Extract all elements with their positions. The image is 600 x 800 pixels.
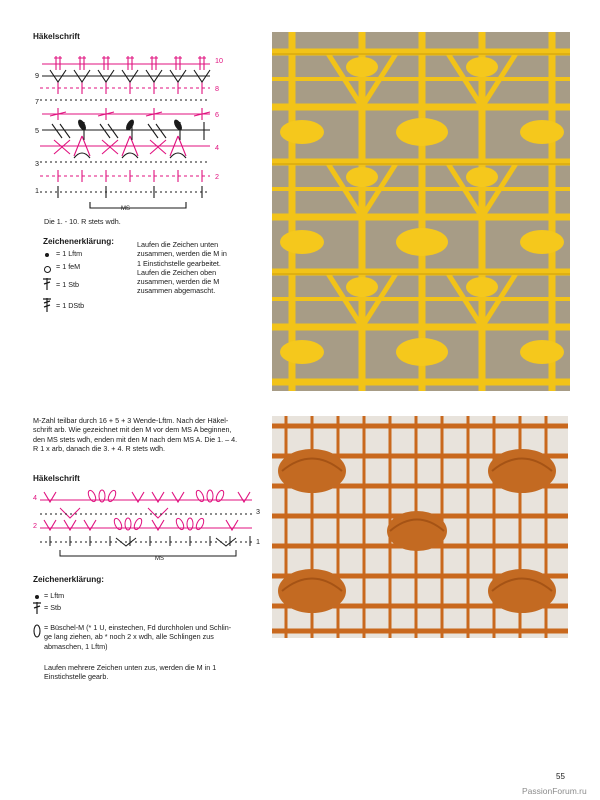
legend-note-1-line: Laufen die Zeichen unten [137,240,219,249]
repeat-label-1: MS [121,206,130,212]
bobble-line: = Büschel-M (* 1 U, einstechen, Fd durchholen und Schlin- [44,623,232,632]
bobble-line: ge lang ziehen, ab * noch 2 x wdh, alle Schlingen zus [44,632,214,642]
legend-note-1-line: Laufen die Zeichen oben [137,267,217,277]
legend-1-item-fem: = 1 feM [56,262,81,271]
legend-2-item-stb: = Stb [44,603,61,612]
row-label-2-4: 4 [33,493,37,502]
row-label-10: 10 [215,56,223,65]
open-dot-icon [44,266,51,273]
row-label-9: 9 [35,71,39,80]
chain-dot-icon [45,253,49,257]
row-label-7: 7 [35,97,39,106]
legend-note-1-line: zusammen, werden die M [137,277,220,287]
orange-crochet-photo [272,416,568,638]
row-label-2-2: 2 [33,521,37,530]
note-2-line: Laufen mehrere Zeichen unten zus, werden die M in 1 [44,663,217,672]
legend-note-1-line: 1 Einstichstelle gearbeitet. [137,258,221,268]
note-2-line: Einstichstelle gearb. [44,672,109,682]
legend-note-1 [137,240,272,296]
row-label-4: 4 [215,143,219,152]
row-label-2-3: 3 [256,507,260,516]
legend-note-1-line: zusammen, werden die M in [137,249,227,259]
row-label-5: 5 [35,126,39,135]
intro-line: M-Zahl teilbar durch 16 + 5 + 3 Wende-Lftm. Nach der Häkel- [33,416,229,425]
crochet-chart-2 [30,488,264,560]
stb-icon [42,277,52,296]
rows-note-1: Die 1. - 10. R stets wdh. [44,217,121,226]
row-label-2-1: 1 [256,537,260,546]
yellow-crochet-photo [272,32,570,391]
chart-title-1: Häkelschrift [33,32,80,41]
watermark: PassionForum.ru [522,786,587,796]
legend-1-item-dstb: = 1 DStb [56,301,85,310]
bobble-line: abmaschen, 1 Lftm) [44,641,108,651]
legend-1-item-lftm: = 1 Lftm [56,249,83,258]
row-label-6: 6 [215,110,219,119]
page-number: 55 [556,772,565,781]
legend-title-1: Zeichenerklärung: [43,237,114,246]
row-label-8: 8 [215,84,219,93]
chart-title-2: Häkelschrift [33,474,80,483]
dstb-icon [42,297,52,318]
row-label-1: 1 [35,186,39,195]
stb-icon [32,601,42,620]
row-label-3: 3 [35,159,39,168]
legend-title-2: Zeichenerklärung: [33,575,104,584]
legend-1-item-stb: = 1 Stb [56,280,79,289]
bobble-description [44,623,276,651]
legend-2-item-lftm: = Lftm [44,591,65,600]
intro-line: schrift arb. Wie gezeichnet mit den M vor dem MS A beginnen, [33,425,232,435]
chain-dot-icon [35,595,39,599]
legend-note-1-line: zusammen abgemascht. [137,286,216,296]
intro-line: R 1 x arb, danach die 3. + 4. R stets wdh. [33,443,166,453]
intro-text-2 [33,416,263,453]
note-2 [44,663,276,682]
bobble-icon [33,624,41,643]
crochet-chart-1 [30,50,240,215]
intro-line: den MS stets wdh, enden mit den M nach dem MS A. Die 1. – 4. [33,434,238,444]
row-label-2: 2 [215,172,219,181]
repeat-label-2: MS [155,556,164,562]
